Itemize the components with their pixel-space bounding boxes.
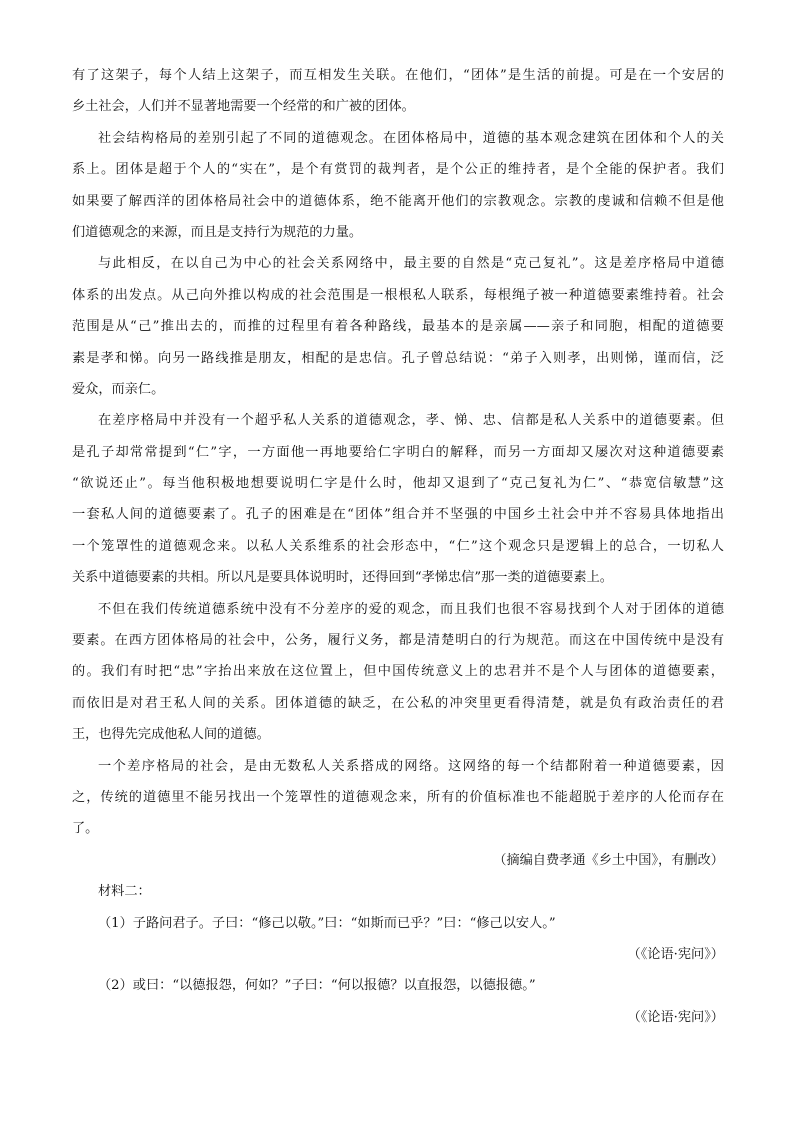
paragraph-network <box>72 751 724 845</box>
text-line: 王，也得先完成他私人间的道德。 <box>72 727 270 743</box>
text-line: 与此相反，在以自己为中心的社会关系网络中，最主要的自然是“克己复礼”。这是差序格局中道德 <box>98 256 724 272</box>
text-line: 的。我们有时把“忠”字抬出来放在这位置上，但中国传统意义上的忠君并不是个人与团体的道德要素， <box>72 664 724 680</box>
text-line: 爱众，而亲仁。 <box>72 381 165 397</box>
text-line: 之，传统的道德里不能另找出一个笼罩性的道德观念来，所有的价值标准也不能超脱于差序的人伦而存在 <box>72 789 724 805</box>
text-line: 而依旧是对君王私人间的关系。团体道德的缺乏，在公私的冲突里更看得清楚，就是负有政治责任的君 <box>72 695 724 711</box>
paragraph-group-morality <box>72 594 724 751</box>
text-line: “欲说还止”。每当他积极地想要说明仁字是什么时，他却又退到了“克己复礼为仁”、“恭宽信敏慧”这 <box>72 476 724 492</box>
text-line: 体系的出发点。从己向外推以构成的社会范围是一根根私人联系，每根绳子被一种道德要素维持着。社会 <box>72 287 724 303</box>
text-line: 一套私人间的道德要素了。孔子的困难是在“团体”组合并不坚强的中国乡土社会中并不容易具体地指出 <box>72 507 724 523</box>
text-line: 范围是从“己”推出去的，而推的过程里有着各种路线，最基本的是亲属——亲子和同胞，相配的道德要 <box>72 319 724 335</box>
text-line: 不但在我们传统道德系统中没有不分差序的爱的观念，而且我们也很不容易找到个人对于团体的道德 <box>98 601 724 617</box>
text-line: 了。 <box>72 821 99 837</box>
text-line: 关系中道德要素的共相。所以凡是要具体说明时，还得回到“孝悌忠信”那一类的道德要素上。 <box>72 570 613 586</box>
material-item: （1）子路问君子。子曰：“修己以敬。”曰：“如斯而已乎？”曰：“修己以安人。” <box>98 915 556 931</box>
text-line: 如果要了解西洋的团体格局社会中的道德体系，绝不能离开他们的宗教观念。宗教的虔诚和信赖不但是他 <box>72 193 724 209</box>
material-two <box>72 876 724 1033</box>
text-line: 一个差序格局的社会，是由无数私人关系搭成的网络。这网络的每一个结都附着一种道德要素，因 <box>98 758 724 774</box>
paragraph-continuation <box>72 60 724 123</box>
material-label: 材料二： <box>98 884 151 900</box>
text-line: 有了这架子，每个人结上这架子，而互相发生关联。在他们，“团体”是生活的前提。可是在一个安居的 <box>72 68 724 83</box>
material-item-source: （《论语·宪问》） <box>627 946 724 962</box>
paragraph-self-restraint <box>72 248 724 405</box>
text-line: 要素。在西方团体格局的社会中，公务，履行义务，都是清楚明白的行为规范。而这在中国传统中是没有 <box>72 633 724 649</box>
text-line: 是孔子却常常提到“仁”字，一方面他一再地要给仁字明白的解释，而另一方面却又屡次对这种道德要素 <box>72 444 724 460</box>
text-line: 素是孝和悌。向另一路线推是朋友，相配的是忠信。孔子曾总结说：“弟子入则孝，出则悌，谨而信，泛 <box>72 350 724 366</box>
source-citation: （摘编自费孝通《乡土中国》，有删改） <box>493 852 724 868</box>
text-line: 一个笼罩性的道德观念来。以私人关系维系的社会形态中，“仁”这个观念只是逻辑上的总合，一切私人 <box>72 538 724 554</box>
paragraph-benevolence <box>72 405 724 593</box>
document-page <box>72 60 724 1033</box>
text-line: 乡土社会，人们并不显著地需要一个经常的和广被的团体。 <box>72 99 415 115</box>
text-line: 社会结构格局的差别引起了不同的道德观念。在团体格局中，道德的基本观念建筑在团体和个人的关 <box>98 130 724 146</box>
material-item: （2）或曰：“以德报怨，何如？”子曰：“何以报德？以直报怨，以德报德。” <box>98 978 536 994</box>
text-line: 在差序格局中并没有一个超乎私人关系的道德观念，孝、悌、忠、信都是私人关系中的道德要素。但 <box>98 413 724 429</box>
paragraph-moral-concepts <box>72 123 724 249</box>
text-line: 们道德观念的来源，而且是支持行为规范的力量。 <box>72 224 363 240</box>
text-line: 系上。团体是超于个人的“实在”，是个有赏罚的裁判者，是个公正的维持者，是个全能的保护者。我们 <box>72 162 724 178</box>
material-item-source: （《论语·宪问》） <box>627 1009 724 1025</box>
